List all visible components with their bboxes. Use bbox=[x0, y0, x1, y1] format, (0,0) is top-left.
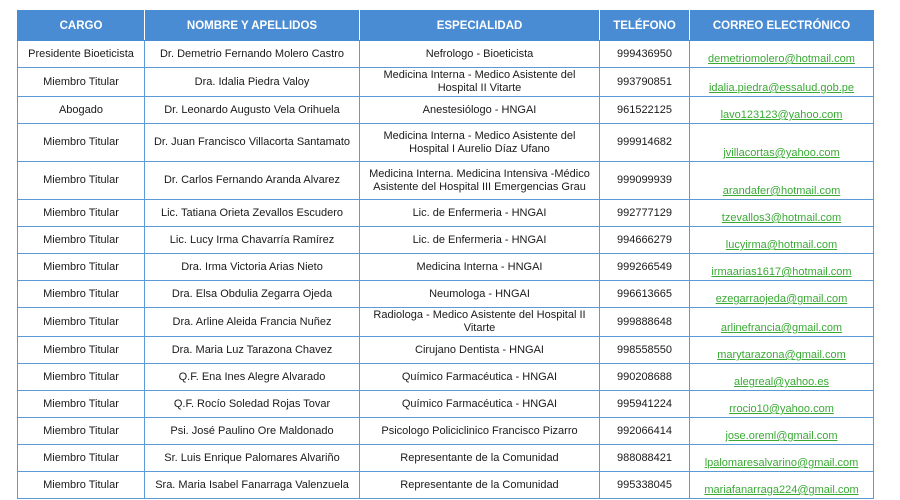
cell-especialidad: Medicina Interna. Medicina Intensiva -Médico Asistente del Hospital III Emergencias Grau bbox=[360, 162, 600, 200]
cell-nombre: Dra. Maria Luz Tarazona Chavez bbox=[145, 337, 360, 364]
cell-nombre: Dra. Arline Aleida Francia Nuñez bbox=[145, 308, 360, 337]
table-row bbox=[18, 281, 874, 308]
cell-cargo: Miembro Titular bbox=[18, 391, 145, 418]
cell-telefono: 992777129 bbox=[600, 200, 690, 227]
cell-cargo: Miembro Titular bbox=[18, 281, 145, 308]
cell-nombre: Lic. Lucy Irma Chavarría Ramírez bbox=[145, 227, 360, 254]
cell-cargo: Miembro Titular bbox=[18, 68, 145, 97]
table-row bbox=[18, 68, 874, 97]
email-link[interactable]: jvillacortas@yahoo.com bbox=[690, 124, 874, 162]
email-link[interactable]: arandafer@hotmail.com bbox=[690, 162, 874, 200]
email-link[interactable]: marytarazona@gmail.com bbox=[690, 337, 874, 364]
cell-cargo: Miembro Titular bbox=[18, 472, 145, 499]
header-especialidad: ESPECIALIDAD bbox=[360, 11, 600, 41]
cell-especialidad: Cirujano Dentista - HNGAI bbox=[360, 337, 600, 364]
email-link[interactable]: arlinefrancia@gmail.com bbox=[690, 308, 874, 337]
cell-telefono: 961522125 bbox=[600, 97, 690, 124]
cell-especialidad: Representante de la Comunidad bbox=[360, 445, 600, 472]
cell-especialidad: Medicina Interna - Medico Asistente del Hospital II Vitarte bbox=[360, 68, 600, 97]
cell-especialidad: Psicologo Policiclinico Francisco Pizarro bbox=[360, 418, 600, 445]
cell-telefono: 988088421 bbox=[600, 445, 690, 472]
cell-cargo: Miembro Titular bbox=[18, 124, 145, 162]
table-row bbox=[18, 418, 874, 445]
cell-especialidad: Lic. de Enfermeria - HNGAI bbox=[360, 200, 600, 227]
cell-telefono: 994666279 bbox=[600, 227, 690, 254]
email-link[interactable]: lavo123123@yahoo.com bbox=[690, 97, 874, 124]
cell-especialidad: Lic. de Enfermeria - HNGAI bbox=[360, 227, 600, 254]
cell-cargo: Miembro Titular bbox=[18, 308, 145, 337]
email-link[interactable]: lpalomaresalvarino@gmail.com bbox=[690, 445, 874, 472]
cell-especialidad: Químico Farmacéutica - HNGAI bbox=[360, 391, 600, 418]
cell-nombre: Sra. Maria Isabel Fanarraga Valenzuela bbox=[145, 472, 360, 499]
cell-cargo: Miembro Titular bbox=[18, 200, 145, 227]
email-link[interactable]: irmaarias1617@hotmail.com bbox=[690, 254, 874, 281]
cell-cargo: Miembro Titular bbox=[18, 364, 145, 391]
header-nombre: NOMBRE Y APELLIDOS bbox=[145, 11, 360, 41]
cell-nombre: Dra. Irma Victoria Arias Nieto bbox=[145, 254, 360, 281]
cell-especialidad: Anestesiólogo - HNGAI bbox=[360, 97, 600, 124]
cell-nombre: Lic. Tatiana Orieta Zevallos Escudero bbox=[145, 200, 360, 227]
cell-especialidad: Medicina Interna - Medico Asistente del Hospital I Aurelio Díaz Ufano bbox=[360, 124, 600, 162]
cell-telefono: 998558550 bbox=[600, 337, 690, 364]
cell-especialidad: Medicina Interna - HNGAI bbox=[360, 254, 600, 281]
email-link[interactable]: mariafanarraga224@gmail.com bbox=[690, 472, 874, 499]
cell-nombre: Q.F. Rocío Soledad Rojas Tovar bbox=[145, 391, 360, 418]
cell-cargo: Miembro Titular bbox=[18, 162, 145, 200]
table-row bbox=[18, 364, 874, 391]
header-row bbox=[18, 11, 874, 41]
email-link[interactable]: demetriomolero@hotmail.com bbox=[690, 41, 874, 68]
cell-telefono: 990208688 bbox=[600, 364, 690, 391]
email-link[interactable]: idalia.piedra@essalud.gob.pe bbox=[690, 68, 874, 97]
cell-nombre: Dr. Juan Francisco Villacorta Santamato bbox=[145, 124, 360, 162]
cell-telefono: 995941224 bbox=[600, 391, 690, 418]
cell-nombre: Dr. Carlos Fernando Aranda Alvarez bbox=[145, 162, 360, 200]
cell-cargo: Abogado bbox=[18, 97, 145, 124]
cell-cargo: Miembro Titular bbox=[18, 254, 145, 281]
email-link[interactable]: tzevallos3@hotmail.com bbox=[690, 200, 874, 227]
email-link[interactable]: lucyirma@hotmail.com bbox=[690, 227, 874, 254]
table-row bbox=[18, 124, 874, 162]
table-row bbox=[18, 200, 874, 227]
table-row bbox=[18, 97, 874, 124]
table-row bbox=[18, 254, 874, 281]
cell-nombre: Sr. Luis Enrique Palomares Alvariño bbox=[145, 445, 360, 472]
cell-especialidad: Nefrologo - Bioeticista bbox=[360, 41, 600, 68]
cell-telefono: 992066414 bbox=[600, 418, 690, 445]
cell-nombre: Dra. Elsa Obdulia Zegarra Ojeda bbox=[145, 281, 360, 308]
committee-sheet bbox=[17, 10, 874, 499]
cell-telefono: 996613665 bbox=[600, 281, 690, 308]
cell-telefono: 999888648 bbox=[600, 308, 690, 337]
table-row bbox=[18, 445, 874, 472]
email-link[interactable]: ezegarraojeda@gmail.com bbox=[690, 281, 874, 308]
email-link[interactable]: rrocio10@yahoo.com bbox=[690, 391, 874, 418]
cell-cargo: Presidente Bioeticista bbox=[18, 41, 145, 68]
table-row bbox=[18, 391, 874, 418]
cell-especialidad: Representante de la Comunidad bbox=[360, 472, 600, 499]
cell-telefono: 999436950 bbox=[600, 41, 690, 68]
table-row bbox=[18, 308, 874, 337]
cell-nombre: Dr. Demetrio Fernando Molero Castro bbox=[145, 41, 360, 68]
cell-nombre: Q.F. Ena Ines Alegre Alvarado bbox=[145, 364, 360, 391]
header-correo: CORREO ELECTRÓNICO bbox=[690, 11, 874, 41]
cell-telefono: 999099939 bbox=[600, 162, 690, 200]
cell-cargo: Miembro Titular bbox=[18, 227, 145, 254]
table-row bbox=[18, 472, 874, 499]
table-row bbox=[18, 337, 874, 364]
cell-cargo: Miembro Titular bbox=[18, 337, 145, 364]
cell-especialidad: Químico Farmacéutica - HNGAI bbox=[360, 364, 600, 391]
table-row bbox=[18, 227, 874, 254]
table-row bbox=[18, 41, 874, 68]
table-row bbox=[18, 162, 874, 200]
email-link[interactable]: jose.oreml@gmail.com bbox=[690, 418, 874, 445]
cell-nombre: Dr. Leonardo Augusto Vela Orihuela bbox=[145, 97, 360, 124]
cell-especialidad: Neumologa - HNGAI bbox=[360, 281, 600, 308]
cell-cargo: Miembro Titular bbox=[18, 445, 145, 472]
cell-telefono: 999266549 bbox=[600, 254, 690, 281]
cell-nombre: Psi. José Paulino Ore Maldonado bbox=[145, 418, 360, 445]
cell-telefono: 999914682 bbox=[600, 124, 690, 162]
cell-especialidad: Radiologa - Medico Asistente del Hospital II Vitarte bbox=[360, 308, 600, 337]
email-link[interactable]: alegreal@yahoo.es bbox=[690, 364, 874, 391]
cell-cargo: Miembro Titular bbox=[18, 418, 145, 445]
committee-table bbox=[17, 10, 874, 499]
cell-telefono: 993790851 bbox=[600, 68, 690, 97]
cell-telefono: 995338045 bbox=[600, 472, 690, 499]
header-telefono: TELÉFONO bbox=[600, 11, 690, 41]
cell-nombre: Dra. Idalia Piedra Valoy bbox=[145, 68, 360, 97]
header-cargo: CARGO bbox=[18, 11, 145, 41]
